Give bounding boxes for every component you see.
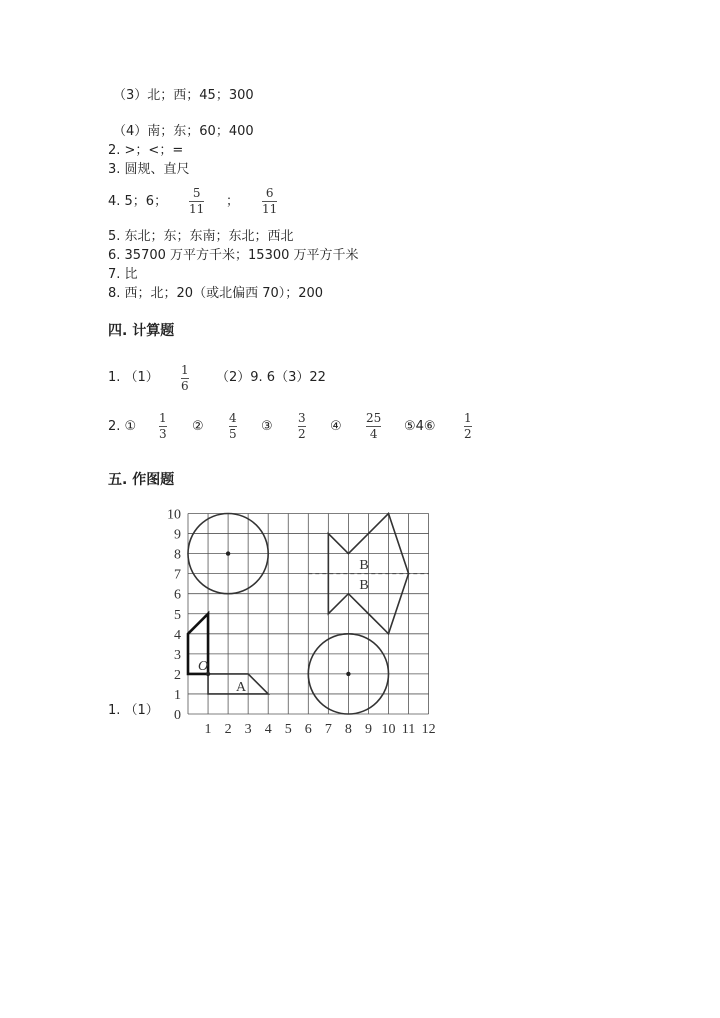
label-b-top: B xyxy=(359,558,369,573)
x-tick-label: 4 xyxy=(264,722,272,737)
label-o: O xyxy=(197,659,209,674)
numerator: 3 xyxy=(298,411,306,425)
y-tick-label: 2 xyxy=(174,667,181,683)
answer-3-4: （4）南；东；60；400 xyxy=(113,124,254,139)
label-b-bottom: B xyxy=(359,578,369,593)
calc-q1-rest: （2）9. 6（3）22 xyxy=(216,370,326,385)
numerator: 1 xyxy=(159,411,167,425)
label-a: A xyxy=(235,680,247,695)
y-tick-label: 6 xyxy=(174,587,181,603)
y-tick-label: 0 xyxy=(174,708,181,723)
denominator: 4 xyxy=(369,427,378,441)
denominator: 5 xyxy=(229,427,237,441)
answer-2: 2. >；<；= xyxy=(108,143,184,158)
y-tick-label: 7 xyxy=(174,567,181,583)
numerator: 1 xyxy=(464,411,472,425)
x-tick-label: 2 xyxy=(224,722,232,737)
denominator: 11 xyxy=(189,202,205,216)
y-tick-label: 4 xyxy=(174,627,181,643)
section-5-title: 五. 作图题 xyxy=(108,472,175,488)
answer-3-3: （3）北；西；45；300 xyxy=(113,88,254,103)
numerator: 25 xyxy=(366,411,382,425)
x-tick-label: 8 xyxy=(344,722,352,737)
y-tick-label: 8 xyxy=(174,547,181,563)
circle-center-dot xyxy=(226,551,230,555)
x-tick-label: 1 xyxy=(204,722,212,737)
y-tick-label: 5 xyxy=(174,607,181,623)
y-tick-label: 1 xyxy=(174,687,181,703)
answer-7: 7. 比 xyxy=(108,267,138,282)
denominator: 2 xyxy=(464,427,472,441)
denominator: 6 xyxy=(181,379,189,393)
x-tick-label: 10 xyxy=(381,722,396,737)
answer-8: 8. 西；北；20（或北偏西 70）；200 xyxy=(108,286,324,301)
answer-4: 4. 5；6； xyxy=(108,194,168,209)
y-tick-label: 9 xyxy=(174,527,181,543)
x-tick-label: 12 xyxy=(421,722,436,737)
calc-q1: 1. （1） xyxy=(108,370,159,385)
x-tick-label: 7 xyxy=(324,722,332,737)
grid-lines xyxy=(188,514,429,715)
x-tick-label: 5 xyxy=(284,722,292,737)
numerator: 4 xyxy=(229,411,237,425)
denominator: 3 xyxy=(159,427,167,441)
mark-2: ② xyxy=(192,419,204,434)
y-tick-label: 3 xyxy=(174,647,181,663)
mark-4: ④ xyxy=(330,419,342,434)
drawing-q1: 1. （1） xyxy=(108,703,159,718)
answer-5: 5. 东北；东；东南；东北；西北 xyxy=(108,229,294,244)
numerator: 1 xyxy=(181,363,189,377)
section-4-title: 四. 计算题 xyxy=(108,323,175,339)
separator: ； xyxy=(226,194,240,209)
y-tick-label: 10 xyxy=(167,507,181,523)
mark-3: ③ xyxy=(261,419,273,434)
x-tick-label: 11 xyxy=(401,722,416,737)
circle-center-dot xyxy=(346,672,350,676)
numerator: 6 xyxy=(265,186,274,200)
x-tick-label: 3 xyxy=(244,722,252,737)
x-tick-label: 9 xyxy=(364,722,372,737)
denominator: 2 xyxy=(298,427,306,441)
denominator: 11 xyxy=(262,202,278,216)
calc-q2: 2. ① xyxy=(108,419,137,434)
x-tick-label: 6 xyxy=(304,722,312,737)
mark-5-6: ⑤4⑥ xyxy=(404,419,436,434)
answer-6: 6. 35700 万平方千米；15300 万平方千米 xyxy=(108,248,359,263)
numerator: 5 xyxy=(192,186,201,200)
answer-3: 3. 圆规、直尺 xyxy=(108,162,190,177)
